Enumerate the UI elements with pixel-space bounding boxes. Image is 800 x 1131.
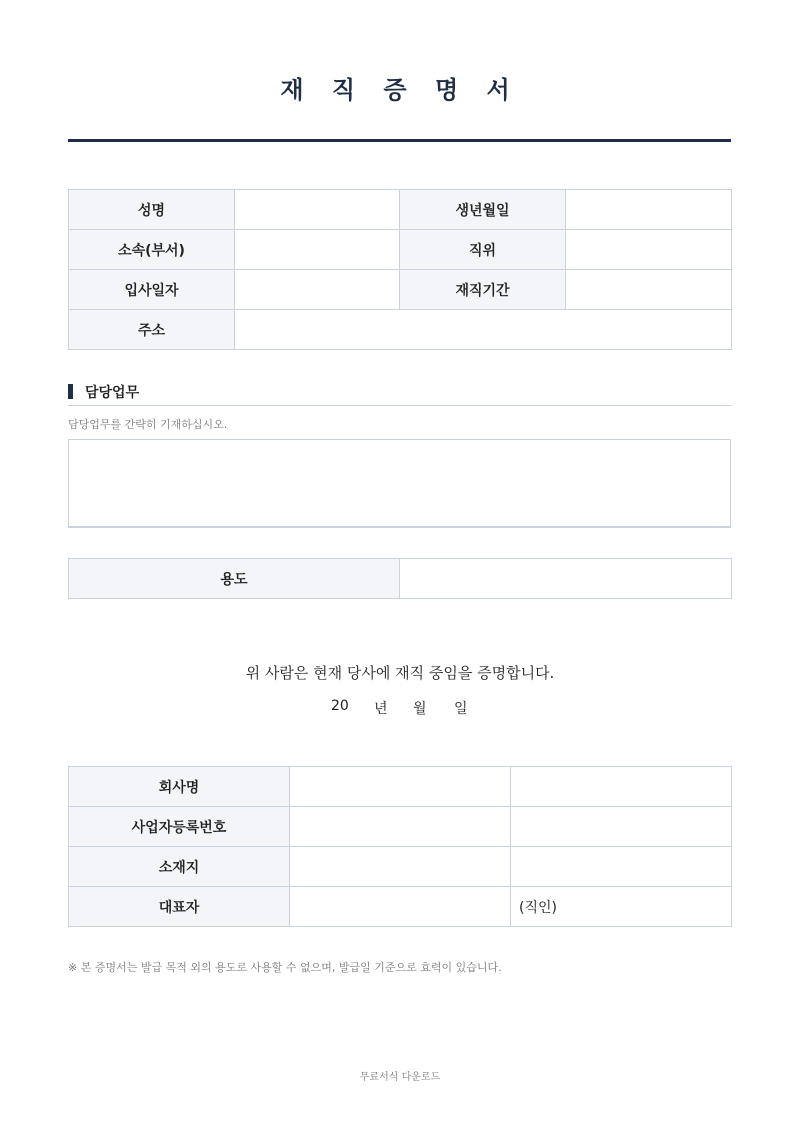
location-label: 소재지 bbox=[69, 847, 290, 887]
purpose-field[interactable] bbox=[400, 559, 732, 599]
birth-date-label: 생년월일 bbox=[400, 190, 566, 230]
purpose-table bbox=[68, 558, 732, 599]
duties-section-header bbox=[68, 382, 731, 406]
business-number-extra-field[interactable] bbox=[511, 807, 732, 847]
address-label: 주소 bbox=[69, 310, 235, 350]
document-title: 재 직 증 명 서 bbox=[280, 76, 520, 104]
validity-note: ※ 본 증명서는 발급 목적 외의 용도로 사용할 수 없으며, 발급일 기준으로 효력이 있습니다. bbox=[68, 961, 502, 974]
tenure-field[interactable] bbox=[566, 270, 732, 310]
year-prefix: 20 bbox=[331, 698, 349, 714]
certification-statement: 위 사람은 현재 당사에 재직 중임을 증명합니다. bbox=[245, 664, 555, 682]
purpose-label: 용도 bbox=[69, 559, 400, 599]
table-row bbox=[69, 310, 732, 350]
title-divider bbox=[68, 139, 731, 142]
table-row bbox=[69, 887, 732, 927]
position-field[interactable] bbox=[566, 230, 732, 270]
department-field[interactable] bbox=[235, 230, 400, 270]
company-name-label: 회사명 bbox=[69, 767, 290, 807]
personal-info-table bbox=[68, 189, 732, 350]
location-field[interactable] bbox=[290, 847, 511, 887]
representative-field[interactable] bbox=[290, 887, 511, 927]
company-name-field[interactable] bbox=[290, 767, 511, 807]
name-field[interactable] bbox=[235, 190, 400, 230]
name-label: 성명 bbox=[69, 190, 235, 230]
hire-date-field[interactable] bbox=[235, 270, 400, 310]
company-name-extra-field[interactable] bbox=[511, 767, 732, 807]
table-row bbox=[69, 270, 732, 310]
table-row bbox=[69, 559, 732, 599]
business-number-field[interactable] bbox=[290, 807, 511, 847]
table-row bbox=[69, 847, 732, 887]
table-row bbox=[69, 190, 732, 230]
duties-section-title: 담당업무 bbox=[85, 385, 140, 401]
birth-date-field[interactable] bbox=[566, 190, 732, 230]
day-unit: 일 bbox=[454, 701, 468, 717]
position-label: 직위 bbox=[400, 230, 566, 270]
tenure-label: 재직기간 bbox=[400, 270, 566, 310]
company-seal: (직인) bbox=[511, 887, 732, 927]
section-marker bbox=[68, 384, 73, 399]
representative-label: 대표자 bbox=[69, 887, 290, 927]
month-unit: 월 bbox=[413, 701, 427, 717]
table-row bbox=[69, 767, 732, 807]
company-info-table bbox=[68, 766, 732, 927]
table-row bbox=[69, 230, 732, 270]
hire-date-label: 입사일자 bbox=[69, 270, 235, 310]
table-row bbox=[69, 807, 732, 847]
duties-field[interactable] bbox=[68, 439, 731, 528]
location-extra-field[interactable] bbox=[511, 847, 732, 887]
business-number-label: 사업자등록번호 bbox=[69, 807, 290, 847]
address-field[interactable] bbox=[235, 310, 732, 350]
duties-hint: 담당업무를 간략히 기재하십시오. bbox=[68, 418, 228, 431]
year-unit: 년 bbox=[374, 701, 388, 717]
footer-text: 무료서식 다운로드 bbox=[359, 1072, 441, 1083]
department-label: 소속(부서) bbox=[69, 230, 235, 270]
